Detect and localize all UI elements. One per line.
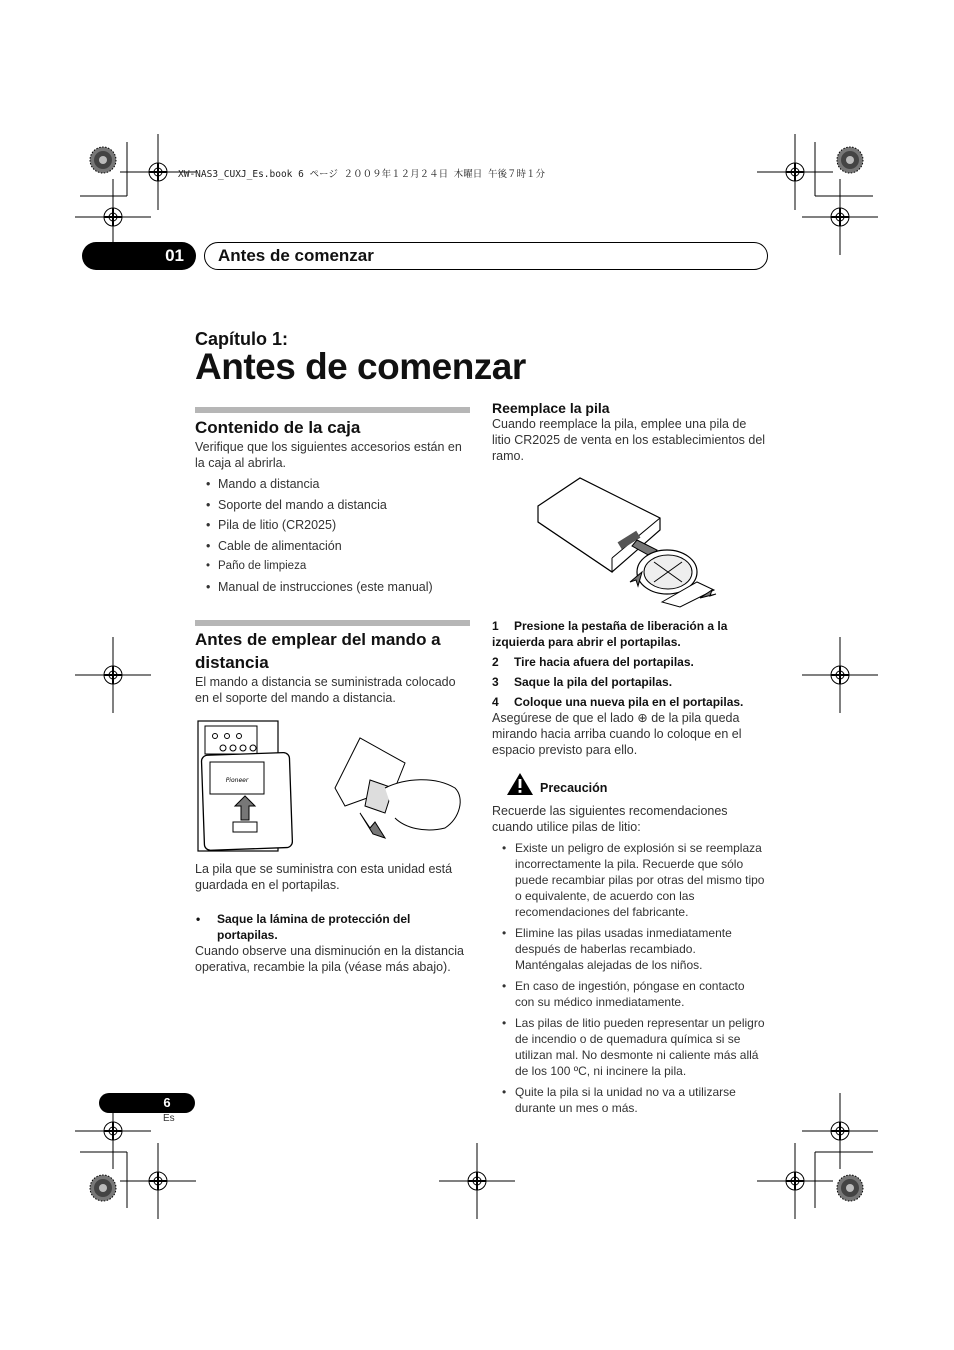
section-intro: El mando a distancia se suministrada colocado en el soporte del mando a distancia. xyxy=(195,675,456,705)
after-text: Cuando observe una disminución en la distancia operativa, recambie la pila (véase más abajo). xyxy=(195,944,464,974)
caution-title: Precaución xyxy=(540,781,608,795)
chapter-header-title: Antes de comenzar xyxy=(204,242,768,270)
step-text: Tire hacia afuera del portapilas. xyxy=(514,655,694,669)
caution-section xyxy=(492,772,767,1121)
step-number: 4 xyxy=(492,695,499,709)
bullet-text: Saque la lámina de protección del portapilas. xyxy=(217,912,411,942)
section-intro: Cuando reemplace la pila, emplee una pila de litio CR2025 de venta en los establecimientos del ramo. xyxy=(492,417,766,463)
list-item: • En caso de ingestión, póngase en contacto con su médico inmediatamente. xyxy=(492,978,767,1010)
replace-steps xyxy=(492,618,767,758)
step-text: Coloque una nueva pila en el portapilas. xyxy=(514,695,744,709)
step-text: Saque la pila del portapilas. xyxy=(514,675,673,689)
list-item: • Quite la pila si la unidad no va a utilizarse durante un mes o más. xyxy=(492,1084,767,1116)
accessory-list xyxy=(195,476,470,595)
bullet-dot: • xyxy=(196,912,201,926)
section-rule xyxy=(195,407,470,413)
caution-intro: Recuerde las siguientes recomendaciones cuando utilice pilas de litio: xyxy=(492,804,728,834)
list-item: • Las pilas de litio pueden representar un peligro de incendio o de quemadura química si se utilizan mal. No desmonte ni caliente más allá de los 100 ºC, ni incinere la pila. xyxy=(492,1015,767,1079)
page-number-badge: 6 xyxy=(99,1093,195,1113)
chapter-title: Antes de comenzar xyxy=(195,346,526,387)
list-item: • Manual de instrucciones (este manual) xyxy=(195,579,470,595)
step-4 xyxy=(492,694,767,710)
caution-list xyxy=(492,840,767,1116)
list-item: • Elimine las pilas usadas inmediatamente después de haberlas recambiado. Manténgalas alejadas de los niños. xyxy=(492,925,767,973)
battery-note: La pila que se suministra con esta unidad está guardada en el portapilas. xyxy=(195,862,453,892)
step-3 xyxy=(492,674,767,690)
battery-replacement-illustration xyxy=(532,472,732,612)
step-note: Asegúrese de que el lado ⊕ de la pila queda mirando hacia arriba cuando lo coloque en el espacio previsto para ello. xyxy=(492,711,742,757)
replace-battery-section xyxy=(492,400,767,464)
list-item: • Existe un peligro de explosión si se reemplaza incorrectamente la pila. Recuerde que sólo puede recambiar pilas por otras del mismo tipo o equivalente, de acuerdo con las recomendaciones del fabricante. xyxy=(492,840,767,920)
list-item: • Soporte del mando a distancia xyxy=(195,497,470,513)
step-2 xyxy=(492,654,767,670)
list-item: • Mando a distancia xyxy=(195,476,470,492)
step-number: 1 xyxy=(492,619,499,633)
svg-text:Pioneer: Pioneer xyxy=(225,777,249,784)
step-number: 3 xyxy=(492,675,499,689)
chapter-label: Capítulo 1: xyxy=(195,329,288,349)
step-text: Presione la pestaña de liberación a la izquierda para abrir el portapilas. xyxy=(492,619,728,649)
warning-icon xyxy=(506,772,534,796)
section-rule xyxy=(195,620,470,626)
step-number: 2 xyxy=(492,655,499,669)
remote-section xyxy=(195,628,470,706)
section-heading: Antes de emplear del mando a distancia xyxy=(195,630,441,672)
section-intro: Verifique que los siguientes accesorios están en la caja al abrirla. xyxy=(195,440,462,470)
remote-section-text xyxy=(195,861,470,975)
list-item: • Cable de alimentación xyxy=(195,538,470,554)
section-heading: Contenido de la caja xyxy=(195,418,361,437)
list-item: • Paño de limpieza xyxy=(195,558,470,574)
box-contents-section xyxy=(195,416,470,599)
remote-holder-illustration xyxy=(195,718,470,853)
step-1 xyxy=(492,618,767,650)
list-item: • Pila de litio (CR2025) xyxy=(195,517,470,533)
section-heading: Reemplace la pila xyxy=(492,400,610,416)
bold-bullet xyxy=(195,911,470,943)
caution-header xyxy=(492,772,767,800)
print-header: XW-NAS3_CUXJ_Es.book 6 ページ ２００９年１２月２４日 木曜日 午後７時１分 xyxy=(178,169,546,180)
chapter-number-badge: 01 xyxy=(82,242,196,270)
page-language: Es xyxy=(163,1113,175,1124)
